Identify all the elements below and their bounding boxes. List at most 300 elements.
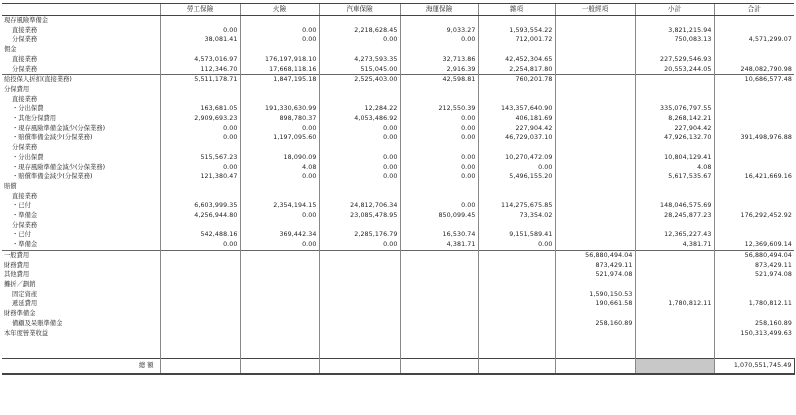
cell-value <box>714 45 794 55</box>
cell-value: 0.00 <box>400 133 478 143</box>
cell-value <box>555 45 635 55</box>
cell-value: 4.08 <box>635 163 714 173</box>
cell-value <box>478 192 555 202</box>
cell-value <box>400 143 478 153</box>
cell-value: 850,099.45 <box>400 211 478 221</box>
cell-value <box>400 280 478 290</box>
cell-value: 0.00 <box>400 114 478 124</box>
cell-value: 406,181.69 <box>478 114 555 124</box>
column-header: 汽車保險 <box>319 4 400 16</box>
row-label: 分保業務 <box>12 144 38 152</box>
column-header: 海運保險 <box>400 4 478 16</box>
cell-value: 32,713.86 <box>400 55 478 65</box>
cell-value <box>555 329 635 339</box>
cell-value: 20,553,244.05 <box>635 65 714 75</box>
cell-value <box>714 182 794 192</box>
cell-value <box>400 85 478 95</box>
cell-value <box>714 114 794 124</box>
cell-value <box>555 124 635 134</box>
cell-value <box>555 114 635 124</box>
cell-value: 121,380.47 <box>160 172 240 182</box>
cell-value: 2,218,628.45 <box>319 26 400 36</box>
cell-value: 114,275,675.85 <box>478 201 555 211</box>
cell-value: 10,686,577.48 <box>714 75 794 85</box>
cell-value <box>478 16 555 26</box>
cell-value <box>400 16 478 26</box>
cell-value <box>555 172 635 182</box>
row-label: 遞延費用 <box>12 300 38 308</box>
cell-value <box>635 261 714 271</box>
cell-value: 712,001.72 <box>478 35 555 45</box>
cell-value <box>555 35 635 45</box>
cell-value: 150,313,499.63 <box>714 329 794 339</box>
cell-value: 12,365,227.43 <box>635 230 714 240</box>
cell-value: 191,330,630.99 <box>240 104 319 114</box>
column-header: 雜項 <box>478 4 555 16</box>
cell-value <box>478 290 555 300</box>
table-row <box>2 240 794 250</box>
cell-value <box>240 45 319 55</box>
cell-value: 9,033.27 <box>400 26 478 36</box>
cell-value <box>635 280 714 290</box>
cell-value <box>714 192 794 202</box>
cell-value: 8,268,142.21 <box>635 114 714 124</box>
cell-value <box>319 192 400 202</box>
cell-value: 515,567.23 <box>160 153 240 163</box>
cell-value <box>478 95 555 105</box>
table-row <box>2 153 794 163</box>
cell-value: 0.00 <box>319 172 400 182</box>
table-row <box>2 319 794 329</box>
table-row <box>2 192 794 202</box>
cell-value <box>160 280 240 290</box>
cell-value <box>635 309 714 319</box>
cell-value: 4,573,016.97 <box>160 55 240 65</box>
cell-value <box>319 221 400 231</box>
cell-value <box>240 143 319 153</box>
table-row <box>2 163 794 173</box>
cell-value <box>478 261 555 271</box>
cell-value: 258,160.89 <box>555 319 635 329</box>
cell-value: 0.00 <box>478 240 555 250</box>
cell-value <box>240 250 319 260</box>
cell-value: 1,197,095.60 <box>240 133 319 143</box>
cell-value: 0.00 <box>400 35 478 45</box>
cell-value: 56,880,494.04 <box>555 250 635 260</box>
cell-value <box>555 153 635 163</box>
cell-value: 2,525,403.00 <box>319 75 400 85</box>
row-label: 給投保人折扣(直接業務) <box>2 75 160 85</box>
cell-value <box>714 153 794 163</box>
cell-value <box>160 270 240 280</box>
cell-value: 4,256,944.80 <box>160 211 240 221</box>
cell-value: 4,381.71 <box>400 240 478 250</box>
cell-value: 9,151,589.41 <box>478 230 555 240</box>
cell-value <box>160 290 240 300</box>
cell-value <box>478 45 555 55</box>
cell-value: 6,603,999.35 <box>160 201 240 211</box>
cell-value <box>635 75 714 85</box>
cell-value: 4,381.71 <box>635 240 714 250</box>
table-row <box>2 45 794 55</box>
cell-value <box>240 319 319 329</box>
cell-value <box>400 250 478 260</box>
cell-value: 12,369,609.14 <box>714 240 794 250</box>
cell-value: 5,496,155.20 <box>478 172 555 182</box>
cell-value: 0.00 <box>400 163 478 173</box>
cell-value: 3,821,215.94 <box>635 26 714 36</box>
cell-value: 0.00 <box>319 240 400 250</box>
cell-value <box>160 143 240 153</box>
cell-value <box>319 309 400 319</box>
cell-value <box>635 329 714 339</box>
cell-value <box>478 299 555 309</box>
cell-value: 1,593,554.22 <box>478 26 555 36</box>
cell-value <box>240 261 319 271</box>
cell-value: 4.08 <box>240 163 319 173</box>
cell-value <box>240 270 319 280</box>
cell-value: 0.00 <box>400 153 478 163</box>
cell-value <box>714 309 794 319</box>
cell-value <box>319 329 400 339</box>
cell-value <box>319 290 400 300</box>
table-row <box>2 65 794 75</box>
cell-value <box>319 16 400 26</box>
row-label: 分保費用 <box>4 85 30 93</box>
filler-row <box>2 338 794 348</box>
cell-value <box>714 55 794 65</box>
cell-value: 56,880,494.04 <box>714 250 794 260</box>
cell-value: 0.00 <box>240 240 319 250</box>
table-row <box>2 290 794 300</box>
cell-value <box>714 230 794 240</box>
cell-value <box>400 299 478 309</box>
cell-value: 542,488.16 <box>160 230 240 240</box>
cell-value: 176,197,918.10 <box>240 55 319 65</box>
table-row <box>2 114 794 124</box>
cell-value <box>635 16 714 26</box>
row-label: ・已付 <box>12 202 31 210</box>
table-row <box>2 280 794 290</box>
cell-value <box>714 163 794 173</box>
cell-value: 521,974.08 <box>555 270 635 280</box>
cell-value: 143,357,640.90 <box>478 104 555 114</box>
cell-value <box>160 299 240 309</box>
cell-value: 47,926,132.70 <box>635 133 714 143</box>
cell-value: 750,083.13 <box>635 35 714 45</box>
cell-value <box>160 221 240 231</box>
cell-value: 0.00 <box>160 26 240 36</box>
cell-value: 1,590,150.53 <box>555 290 635 300</box>
cell-value: 16,421,669.16 <box>714 172 794 182</box>
row-label: ・已付 <box>12 231 31 239</box>
cell-value: 18,090.09 <box>240 153 319 163</box>
cell-value <box>478 182 555 192</box>
row-label: 備顧及呆賬準備金 <box>12 319 63 327</box>
cell-value <box>555 143 635 153</box>
cell-value <box>160 329 240 339</box>
cell-value <box>555 309 635 319</box>
cell-value <box>714 16 794 26</box>
cell-value: 42,452,304.65 <box>478 55 555 65</box>
table-row <box>2 55 794 65</box>
cell-value <box>160 85 240 95</box>
cell-value: 10,804,129.41 <box>635 153 714 163</box>
cell-value <box>400 45 478 55</box>
cell-value <box>240 299 319 309</box>
table-row <box>2 26 794 36</box>
cell-value: 10,270,472.09 <box>478 153 555 163</box>
cell-value <box>714 85 794 95</box>
cell-value <box>714 143 794 153</box>
table-row <box>2 309 794 319</box>
cell-value <box>319 95 400 105</box>
cell-value: 5,511,178.71 <box>160 75 240 85</box>
cell-value: 0.00 <box>240 35 319 45</box>
cell-value <box>240 85 319 95</box>
cell-value: 0.00 <box>478 163 555 173</box>
table-row <box>2 221 794 231</box>
cell-value <box>714 95 794 105</box>
cell-value: 515,045.00 <box>319 65 400 75</box>
cell-value: 5,617,535.67 <box>635 172 714 182</box>
cell-value: 73,354.02 <box>478 211 555 221</box>
cell-value: 0.00 <box>160 240 240 250</box>
column-header: 勞工保險 <box>160 4 240 16</box>
cell-value <box>160 309 240 319</box>
total-row <box>2 358 794 374</box>
row-label: ・賠償準備金減少(分保業務) <box>12 134 93 142</box>
cell-value: 0.00 <box>240 211 319 221</box>
cell-value: 873,429.11 <box>714 261 794 271</box>
cell-value <box>635 143 714 153</box>
row-label: ・分出保費 <box>12 105 44 113</box>
cell-value: 227,529,546.93 <box>635 55 714 65</box>
row-label: ・現存風險準備金減少(分保業務) <box>12 163 106 171</box>
cell-value: 391,498,976.88 <box>714 133 794 143</box>
table-row <box>2 230 794 240</box>
cell-value: 176,292,452.92 <box>714 211 794 221</box>
cell-value <box>635 182 714 192</box>
cell-value: 248,082,790.98 <box>714 65 794 75</box>
cell-value: 2,909,693.23 <box>160 114 240 124</box>
cell-value <box>555 192 635 202</box>
cell-value <box>400 309 478 319</box>
cell-value: 16,530.74 <box>400 230 478 240</box>
table-row <box>2 261 794 271</box>
row-label: 現存風險準備金 <box>4 17 49 24</box>
cell-value <box>555 104 635 114</box>
cell-value: 0.00 <box>160 124 240 134</box>
cell-value: 898,780.37 <box>240 114 319 124</box>
cell-value: 163,681.05 <box>160 104 240 114</box>
cell-value: 1,780,812.11 <box>714 299 794 309</box>
cell-value <box>319 182 400 192</box>
cell-value: 1,780,812.11 <box>635 299 714 309</box>
cell-value <box>555 211 635 221</box>
cell-value: 0.00 <box>319 163 400 173</box>
cell-value: 0.00 <box>160 133 240 143</box>
table-row <box>2 172 794 182</box>
cell-value: 227,904.42 <box>478 124 555 134</box>
cell-value <box>555 133 635 143</box>
table-row <box>2 250 794 260</box>
cell-value <box>478 250 555 260</box>
cell-value <box>478 280 555 290</box>
table-row <box>2 182 794 192</box>
table-row <box>2 104 794 114</box>
cell-value: 4,053,486.92 <box>319 114 400 124</box>
cell-value <box>635 270 714 280</box>
cell-value <box>635 221 714 231</box>
cell-value <box>400 270 478 280</box>
cell-value <box>635 250 714 260</box>
cell-value <box>160 45 240 55</box>
cell-value: 0.00 <box>400 172 478 182</box>
cell-value <box>635 85 714 95</box>
row-label: ・準備金 <box>12 212 38 220</box>
cell-value <box>400 192 478 202</box>
table-row <box>2 299 794 309</box>
table-row <box>2 16 794 26</box>
cell-value <box>319 85 400 95</box>
cell-value: 4,571,299.07 <box>714 35 794 45</box>
row-label: ・分出保費 <box>12 153 44 161</box>
cell-value: 112,346.70 <box>160 65 240 75</box>
cell-value: 873,429.11 <box>555 261 635 271</box>
row-label: ・準備金 <box>12 241 38 249</box>
column-header: 小計 <box>635 4 714 16</box>
cell-value: 24,812,706.34 <box>319 201 400 211</box>
cell-value <box>319 299 400 309</box>
header-row <box>2 4 794 16</box>
column-header: 一般經項 <box>555 4 635 16</box>
cell-value: 212,550.39 <box>400 104 478 114</box>
row-label: 分保業務 <box>12 36 38 44</box>
table-row <box>2 75 794 85</box>
row-label: 其他費用 <box>4 271 30 279</box>
row-label: ・賠償準備金減少(分保業務) <box>12 173 93 181</box>
cell-value: 0.00 <box>319 124 400 134</box>
column-header: 合計 <box>714 4 794 16</box>
table-row <box>2 95 794 105</box>
profit-loss-table <box>2 3 795 375</box>
cell-value <box>160 95 240 105</box>
cell-value <box>714 280 794 290</box>
cell-value <box>555 26 635 36</box>
row-label: 分保業務 <box>12 65 38 73</box>
cell-value <box>160 250 240 260</box>
table-row <box>2 270 794 280</box>
cell-value: 0.00 <box>240 26 319 36</box>
cell-value <box>319 319 400 329</box>
cell-value <box>400 329 478 339</box>
cell-value <box>319 45 400 55</box>
cell-value <box>319 143 400 153</box>
cell-value <box>400 290 478 300</box>
cell-value <box>240 280 319 290</box>
row-label: 財務準備金 <box>4 310 36 318</box>
cell-value <box>319 280 400 290</box>
cell-value <box>400 319 478 329</box>
cell-value <box>714 221 794 231</box>
row-label: ・其他分保費用 <box>12 115 57 123</box>
cell-value <box>240 182 319 192</box>
cell-value: 0.00 <box>240 124 319 134</box>
cell-value <box>478 329 555 339</box>
cell-value: 46,729,037.10 <box>478 133 555 143</box>
cell-value: 190,661.58 <box>555 299 635 309</box>
cell-value: 23,085,478.95 <box>319 211 400 221</box>
cell-value <box>555 240 635 250</box>
row-label: 本年度營業收益 <box>4 329 49 337</box>
cell-value: 521,974.08 <box>714 270 794 280</box>
cell-value <box>478 221 555 231</box>
cell-value <box>555 55 635 65</box>
cell-value: 0.00 <box>160 163 240 173</box>
cell-value <box>478 319 555 329</box>
table-row <box>2 133 794 143</box>
cell-value: 4,273,593.35 <box>319 55 400 65</box>
cell-value <box>714 201 794 211</box>
row-label: 財務費用 <box>4 261 30 269</box>
cell-value <box>555 16 635 26</box>
cell-value: 148,046,575.69 <box>635 201 714 211</box>
cell-value: 0.00 <box>319 153 400 163</box>
cell-value: 17,668,118.16 <box>240 65 319 75</box>
cell-value: 2,354,194.15 <box>240 201 319 211</box>
row-label: 直接業務 <box>12 95 38 103</box>
cell-value <box>555 221 635 231</box>
cell-value <box>160 192 240 202</box>
cell-value: 227,904.42 <box>635 124 714 134</box>
cell-value <box>400 261 478 271</box>
cell-value <box>400 221 478 231</box>
cell-value <box>714 290 794 300</box>
cell-value: 1,847,195.18 <box>240 75 319 85</box>
total-label: 總 額 <box>2 358 160 374</box>
cell-value <box>240 309 319 319</box>
row-label: ・現存風險準備金減少(分保業務) <box>12 124 106 132</box>
cell-value <box>555 163 635 173</box>
row-label: 佣金 <box>4 46 17 54</box>
cell-value <box>478 270 555 280</box>
row-label: 一般費用 <box>2 250 160 260</box>
cell-value <box>635 95 714 105</box>
cell-value: 258,160.89 <box>714 319 794 329</box>
cell-value <box>478 309 555 319</box>
cell-value <box>635 192 714 202</box>
cell-value <box>240 192 319 202</box>
cell-value <box>400 95 478 105</box>
cell-value <box>319 270 400 280</box>
cell-value <box>240 95 319 105</box>
cell-value <box>555 201 635 211</box>
cell-value <box>635 45 714 55</box>
grand-total-value: 1,070,551,745.49 <box>714 358 794 374</box>
row-label: 分保業務 <box>12 221 38 229</box>
cell-value: 2,254,817.80 <box>478 65 555 75</box>
cell-value <box>555 182 635 192</box>
table-row <box>2 329 794 339</box>
cell-value: 0.00 <box>240 172 319 182</box>
cell-value <box>400 182 478 192</box>
cell-value <box>714 104 794 114</box>
cell-value: 38,081.41 <box>160 35 240 45</box>
cell-value: 0.00 <box>319 35 400 45</box>
cell-value <box>555 75 635 85</box>
row-label: 直接業務 <box>12 55 38 63</box>
